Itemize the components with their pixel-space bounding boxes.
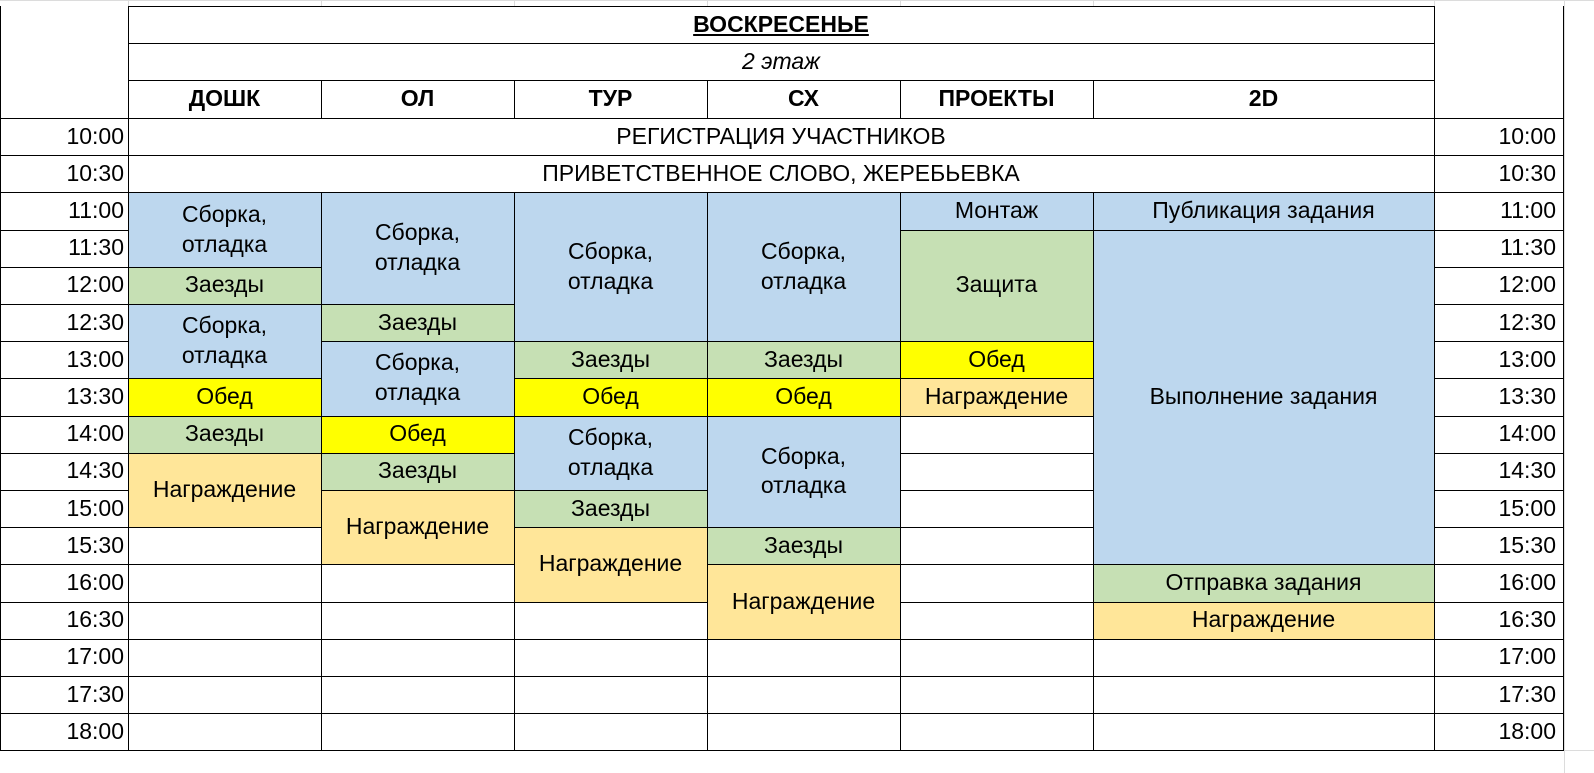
grid-line xyxy=(900,527,1093,528)
grid-line xyxy=(514,639,707,640)
time-label-left[interactable]: 14:30 xyxy=(66,457,124,484)
grid-line xyxy=(514,80,515,118)
grid-line xyxy=(707,527,900,528)
time-label-left[interactable]: 13:30 xyxy=(66,383,124,410)
grid-line xyxy=(1093,564,1434,565)
activity-block-assembly[interactable]: Сборка, отладка xyxy=(707,192,900,341)
grid-line xyxy=(128,378,321,379)
activity-block-assembly[interactable]: Монтаж xyxy=(900,192,1093,229)
grid-line xyxy=(707,564,900,565)
grid-line xyxy=(707,416,900,417)
grid-line xyxy=(514,192,707,193)
time-label-left[interactable]: 10:00 xyxy=(66,122,124,149)
time-label-right[interactable]: 14:00 xyxy=(1498,420,1556,447)
grid-line xyxy=(900,453,1093,454)
activity-block-assembly[interactable]: Сборка, отладка xyxy=(707,416,900,528)
grid-line xyxy=(1434,378,1564,379)
activity-block-assembly[interactable]: Публикация задания xyxy=(1093,192,1434,229)
time-label-left[interactable]: 14:00 xyxy=(66,420,124,447)
grid-line xyxy=(128,453,321,454)
grid-line xyxy=(1434,564,1564,565)
grid-line xyxy=(0,118,1564,119)
grid-line xyxy=(1093,192,1094,750)
activity-block-award[interactable]: Награждение xyxy=(707,564,900,638)
grid-line xyxy=(321,602,514,603)
grid-line xyxy=(0,713,128,714)
time-label-right[interactable]: 13:00 xyxy=(1498,345,1556,372)
activity-block-assembly[interactable]: Сборка, отладка xyxy=(514,192,707,341)
sheet-gridline xyxy=(0,0,1594,1)
grid-line xyxy=(128,639,321,640)
grid-line xyxy=(514,416,707,417)
grid-line xyxy=(0,416,128,417)
time-label-right[interactable]: 12:30 xyxy=(1498,308,1556,335)
activity-block-run[interactable]: Заезды xyxy=(514,490,707,527)
grid-line xyxy=(1434,304,1564,305)
grid-line xyxy=(707,676,900,677)
grid-line xyxy=(321,192,514,193)
grid-line xyxy=(128,416,321,417)
grid-line xyxy=(1434,341,1564,342)
activity-block-assembly[interactable]: Выполнение задания xyxy=(1093,230,1434,565)
time-label-right[interactable]: 15:00 xyxy=(1498,494,1556,521)
activity-block-lunch[interactable]: Обед xyxy=(321,416,514,453)
grid-line xyxy=(321,80,322,118)
grid-line xyxy=(321,713,514,714)
time-label-right[interactable]: 11:00 xyxy=(1500,197,1556,224)
grid-line xyxy=(1434,713,1564,714)
grid-line xyxy=(707,192,708,750)
grid-line xyxy=(128,267,321,268)
activity-block-assembly[interactable]: Сборка, отладка xyxy=(321,192,514,304)
grid-line xyxy=(900,192,1093,193)
activity-block-lunch[interactable]: Обед xyxy=(900,341,1093,378)
grid-line xyxy=(1434,639,1564,640)
grid-line xyxy=(0,527,128,528)
grid-line xyxy=(514,602,707,603)
activity-block-award[interactable]: Награждение xyxy=(128,453,321,527)
grid-line xyxy=(321,453,514,454)
grid-line xyxy=(514,341,707,342)
grid-line xyxy=(514,490,707,491)
grid-line xyxy=(900,192,901,750)
grid-line xyxy=(1093,80,1094,118)
grid-line xyxy=(128,564,321,565)
grid-line xyxy=(1093,602,1434,603)
column-header-projects[interactable]: ПРОЕКТЫ xyxy=(938,85,1055,112)
activity-block-award[interactable]: Награждение xyxy=(514,527,707,601)
grid-line xyxy=(1434,267,1564,268)
grid-line xyxy=(128,602,321,603)
time-label-left[interactable]: 16:30 xyxy=(66,606,124,633)
grid-line xyxy=(0,490,128,491)
grid-line xyxy=(321,304,514,305)
grid-line xyxy=(128,6,1434,7)
activity-block-run[interactable]: Заезды xyxy=(707,527,900,564)
time-label-left[interactable]: 11:30 xyxy=(68,234,124,261)
activity-block-run[interactable]: Заезды xyxy=(707,341,900,378)
time-label-right[interactable]: 17:30 xyxy=(1498,680,1556,707)
grid-line xyxy=(707,713,900,714)
grid-line xyxy=(128,713,321,714)
activity-block-lunch[interactable]: Обед xyxy=(514,378,707,415)
grid-line xyxy=(900,416,1093,417)
activity-block-award[interactable]: Награждение xyxy=(1093,602,1434,639)
time-label-right[interactable]: 17:00 xyxy=(1498,643,1556,670)
time-label-right[interactable]: 11:30 xyxy=(1500,234,1556,261)
time-label-left[interactable]: 12:30 xyxy=(66,308,124,335)
grid-line xyxy=(1093,639,1434,640)
grid-line xyxy=(321,416,514,417)
grid-line xyxy=(900,80,901,118)
activity-block-lunch[interactable]: Обед xyxy=(128,378,321,415)
grid-line xyxy=(1093,676,1434,677)
activity-block-run[interactable]: Заезды xyxy=(514,341,707,378)
grid-line xyxy=(128,304,321,305)
activity-block-award[interactable]: Награждение xyxy=(900,378,1093,415)
grid-line xyxy=(0,341,128,342)
activity-block-assembly[interactable]: Сборка, отладка xyxy=(128,192,321,266)
grid-line xyxy=(514,713,707,714)
activity-block-assembly[interactable]: Сборка, отладка xyxy=(321,341,514,415)
grid-line xyxy=(707,639,900,640)
activity-block-run[interactable]: Заезды xyxy=(321,304,514,341)
day-title[interactable]: ВОСКРЕСЕНЬЕ xyxy=(693,10,869,37)
grid-line xyxy=(1434,602,1564,603)
grid-line xyxy=(900,602,1093,603)
grid-line xyxy=(128,192,129,750)
grid-line xyxy=(128,676,321,677)
grid-line xyxy=(0,602,128,603)
grid-line xyxy=(0,230,128,231)
grid-line xyxy=(321,676,514,677)
grid-line xyxy=(900,713,1093,714)
time-label-left[interactable]: 17:30 xyxy=(66,680,124,707)
activity-block-award[interactable]: Награждение xyxy=(321,490,514,564)
grid-line xyxy=(0,267,128,268)
column-header-doshk[interactable]: ДОШК xyxy=(188,85,261,112)
grid-line xyxy=(707,341,900,342)
time-label-left[interactable]: 12:00 xyxy=(66,271,124,298)
time-label-right[interactable]: 13:30 xyxy=(1498,383,1556,410)
grid-line xyxy=(1434,230,1564,231)
time-label-right[interactable]: 10:00 xyxy=(1498,122,1556,149)
grid-line xyxy=(0,304,128,305)
grid-line xyxy=(900,490,1093,491)
grid-line xyxy=(707,192,900,193)
grid-line xyxy=(900,639,1093,640)
grid-line xyxy=(1434,453,1564,454)
grid-line xyxy=(707,80,708,118)
grid-line xyxy=(128,527,321,528)
activity-block-assembly[interactable]: Сборка, отладка xyxy=(514,416,707,490)
grid-line xyxy=(0,639,128,640)
grid-line xyxy=(1434,416,1564,417)
grid-line xyxy=(514,378,707,379)
grid-line xyxy=(1093,192,1434,193)
time-label-left[interactable]: 16:00 xyxy=(66,569,124,596)
grid-line xyxy=(1093,230,1434,231)
welcome-row[interactable]: ПРИВЕТСТВЕННОЕ СЛОВО, ЖЕРЕБЬЕВКА xyxy=(542,159,1020,186)
time-label-left[interactable]: 17:00 xyxy=(66,643,124,670)
grid-line xyxy=(0,453,128,454)
time-label-right[interactable]: 16:30 xyxy=(1498,606,1556,633)
time-label-left[interactable]: 15:00 xyxy=(66,494,124,521)
time-label-right[interactable]: 10:30 xyxy=(1498,159,1556,186)
activity-block-run[interactable]: Заезды xyxy=(321,453,514,490)
grid-line xyxy=(900,676,1093,677)
grid-line xyxy=(0,564,128,565)
activity-block-run[interactable]: Заезды xyxy=(128,416,321,453)
time-label-left[interactable]: 11:00 xyxy=(68,197,124,224)
grid-line xyxy=(1434,676,1564,677)
activity-block-run[interactable]: Отправка задания xyxy=(1093,564,1434,601)
time-label-left[interactable]: 18:00 xyxy=(66,717,124,744)
grid-line xyxy=(707,378,900,379)
sheet-gridline xyxy=(1564,0,1565,773)
activity-block-run[interactable]: Заезды xyxy=(128,267,321,304)
activity-block-lunch[interactable]: Обед xyxy=(707,378,900,415)
grid-line xyxy=(1093,713,1434,714)
floor-label[interactable]: 2 этаж xyxy=(741,47,820,74)
column-header-tur[interactable]: ТУР xyxy=(588,85,633,112)
activity-block-run[interactable]: Защита xyxy=(900,230,1093,342)
time-label-right[interactable]: 12:00 xyxy=(1498,271,1556,298)
grid-line xyxy=(514,676,707,677)
column-header-ol[interactable]: ОЛ xyxy=(400,85,435,112)
grid-line xyxy=(900,564,1093,565)
grid-line xyxy=(0,378,128,379)
grid-line xyxy=(0,750,1564,751)
grid-line xyxy=(0,155,1564,156)
grid-line xyxy=(128,192,321,193)
grid-line xyxy=(1434,490,1564,491)
registration-row[interactable]: РЕГИСТРАЦИЯ УЧАСТНИКОВ xyxy=(616,122,946,149)
column-header-2d[interactable]: 2D xyxy=(1248,85,1279,112)
activity-block-assembly[interactable]: Сборка, отладка xyxy=(128,304,321,378)
grid-line xyxy=(321,192,322,750)
time-label-left[interactable]: 13:00 xyxy=(66,345,124,372)
grid-line xyxy=(321,341,514,342)
time-label-left[interactable]: 15:30 xyxy=(66,531,124,558)
grid-line xyxy=(128,43,1434,44)
time-label-right[interactable]: 15:30 xyxy=(1498,531,1556,558)
grid-line xyxy=(321,639,514,640)
grid-line xyxy=(900,378,1093,379)
time-label-left[interactable]: 10:30 xyxy=(66,159,124,186)
time-label-right[interactable]: 18:00 xyxy=(1498,717,1556,744)
grid-line xyxy=(321,490,514,491)
grid-line xyxy=(128,80,1434,81)
time-label-right[interactable]: 16:00 xyxy=(1498,569,1556,596)
grid-line xyxy=(321,564,514,565)
time-label-right[interactable]: 14:30 xyxy=(1498,457,1556,484)
grid-line xyxy=(900,341,1093,342)
column-header-sh[interactable]: СХ xyxy=(787,85,820,112)
grid-line xyxy=(514,192,515,750)
grid-line xyxy=(0,676,128,677)
grid-line xyxy=(900,230,1093,231)
grid-line xyxy=(1434,527,1564,528)
grid-line xyxy=(514,527,707,528)
